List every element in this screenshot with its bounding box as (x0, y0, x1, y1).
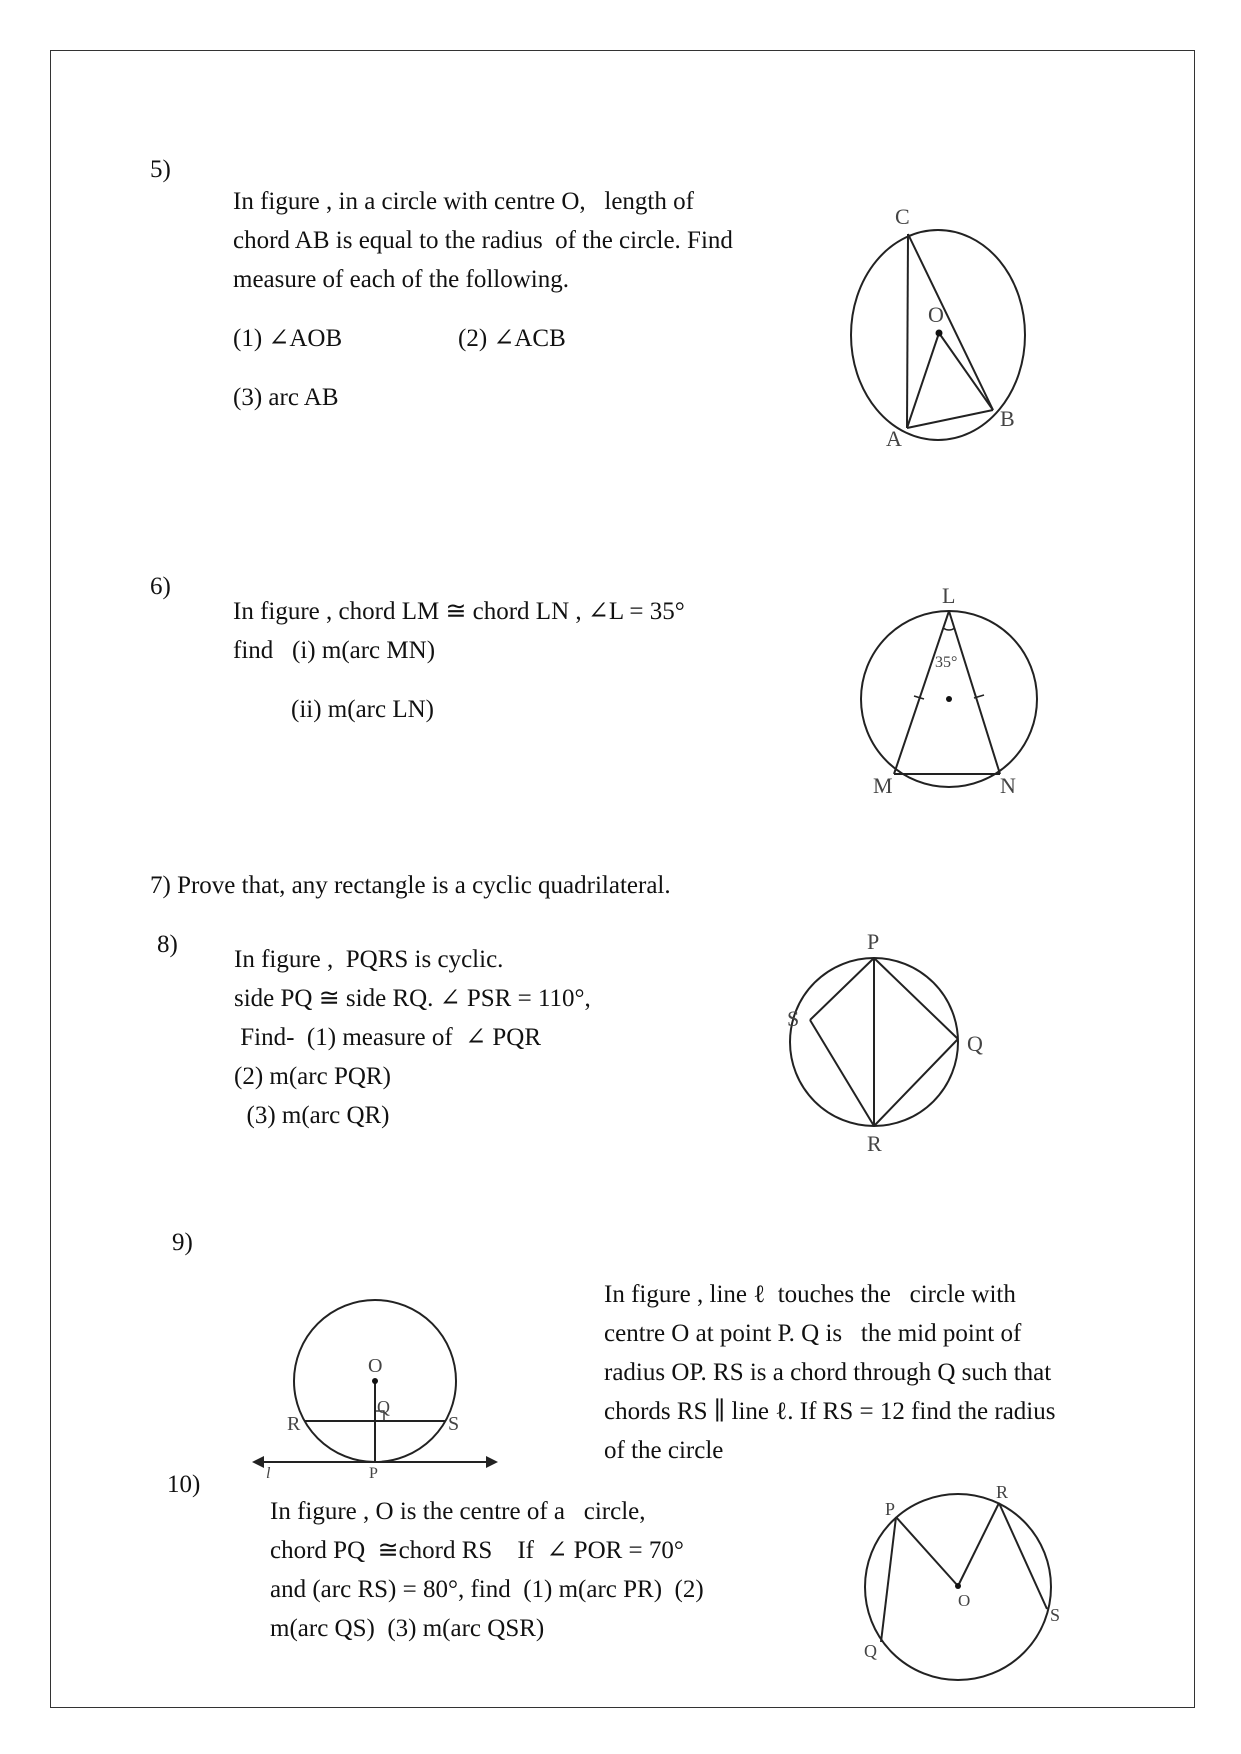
q5-radius-oa (907, 333, 939, 428)
q6-centre-dot (946, 696, 952, 702)
q10-line-4: m(arc QS) (3) m(arc QSR) (270, 1615, 545, 1642)
q6-chord-ln (949, 611, 1000, 774)
q10-label-s: S (1050, 1605, 1061, 1625)
q10-line-2: chord PQ ≅chord RS If ∠ POR = 70° (270, 1537, 684, 1564)
q5-chord-ab (907, 410, 993, 428)
q5-number: 5) (150, 156, 171, 183)
q5-line-2: chord AB is equal to the radius of the circle. Find (233, 227, 733, 254)
q6-line-1: In figure , chord LM ≅ chord LN , ∠L = 35° (233, 598, 685, 625)
q9-label-o: O (368, 1355, 383, 1377)
q10-chord-rs (999, 1503, 1047, 1609)
q6-part-2: (ii) m(arc LN) (291, 696, 434, 723)
q6-label-n: N (1000, 773, 1016, 798)
q10-label-p: P (885, 1499, 896, 1519)
q10-centre-dot (955, 1583, 961, 1589)
q8-line-5: (3) m(arc QR) (234, 1102, 390, 1129)
q5-figure (840, 200, 1040, 460)
q7-text: 7) Prove that, any rectangle is a cyclic quadrilateral. (150, 872, 671, 899)
q9-number: 9) (172, 1229, 193, 1256)
q9-arrow-right (486, 1456, 498, 1468)
q9-label-p: P (369, 1465, 378, 1482)
q5-label-o: O (928, 302, 944, 327)
q6-label-m: M (873, 773, 893, 798)
q9-label-l: l (266, 1465, 271, 1482)
q9-figure (250, 1290, 510, 1480)
q9-line-2: centre O at point P. Q is the mid point of (604, 1320, 1022, 1347)
q8-label-r: R (867, 1131, 882, 1156)
q6-line-2: find (i) m(arc MN) (233, 637, 436, 664)
q9-line-1: In figure , line ℓ touches the circle with (604, 1281, 1016, 1308)
q5-chord-cb (908, 234, 993, 410)
q10-chord-pq (881, 1517, 896, 1642)
q10-radius-op (896, 1517, 958, 1586)
q8-label-s: S (787, 1006, 800, 1031)
q9-line-4: chords RS ∥ line ℓ. If RS = 12 find the radius (604, 1398, 1056, 1425)
q6-number: 6) (150, 573, 171, 600)
q10-line-1: In figure , O is the centre of a circle, (270, 1498, 646, 1525)
q10-line-3: and (arc RS) = 80°, find (1) m(arc PR) (2) (270, 1576, 704, 1603)
q10-label-r: R (996, 1482, 1009, 1502)
q8-number: 8) (157, 931, 178, 958)
q6-figure (850, 580, 1050, 800)
q8-line-3: Find- (1) measure of ∠ PQR (234, 1024, 542, 1051)
q5-part-2: (2) ∠ACB (458, 325, 566, 352)
q9-line-3: radius OP. RS is a chord through Q such that (604, 1359, 1052, 1386)
q6-label-angle: 35° (935, 654, 958, 671)
q5-centre-dot (936, 330, 943, 337)
q10-figure (855, 1482, 1075, 1685)
q10-number: 10) (167, 1471, 201, 1498)
q8-side-ps (810, 958, 874, 1020)
q5-line-1: In figure , in a circle with centre O, length of (233, 188, 694, 215)
q8-line-1: In figure , PQRS is cyclic. (234, 946, 504, 973)
q8-figure (785, 929, 1005, 1156)
q9-label-r: R (287, 1413, 301, 1435)
q5-label-a: A (886, 426, 902, 451)
q6-chord-lm (894, 611, 949, 774)
q8-line-2: side PQ ≅ side RQ. ∠ PSR = 110°, (234, 985, 591, 1012)
q5-line-3: measure of each of the following. (233, 266, 569, 293)
q9-line-5: of the circle (604, 1437, 724, 1464)
q9-label-s: S (448, 1413, 460, 1435)
q8-side-qr (874, 1039, 958, 1126)
q8-side-sr (810, 1020, 874, 1126)
q8-line-4: (2) m(arc PQR) (234, 1063, 391, 1090)
q8-label-q: Q (967, 1031, 983, 1056)
q8-label-p: P (867, 929, 880, 954)
q6-label-l: L (942, 583, 956, 608)
q9-arrow-left (252, 1456, 264, 1468)
q5-chord-ac (907, 234, 908, 428)
q9-label-q: Q (377, 1397, 390, 1417)
q6-angle-arc (943, 628, 955, 630)
q5-radius-ob (939, 333, 993, 410)
q10-radius-or (958, 1503, 999, 1586)
q5-label-c: C (895, 204, 910, 229)
q10-label-o: O (958, 1591, 971, 1610)
q5-label-b: B (1000, 406, 1015, 431)
q5-part-1: (1) ∠AOB (233, 325, 343, 352)
q9-centre-dot (372, 1378, 378, 1384)
q10-label-q: Q (864, 1641, 877, 1661)
q5-part-3: (3) arc AB (233, 384, 339, 411)
